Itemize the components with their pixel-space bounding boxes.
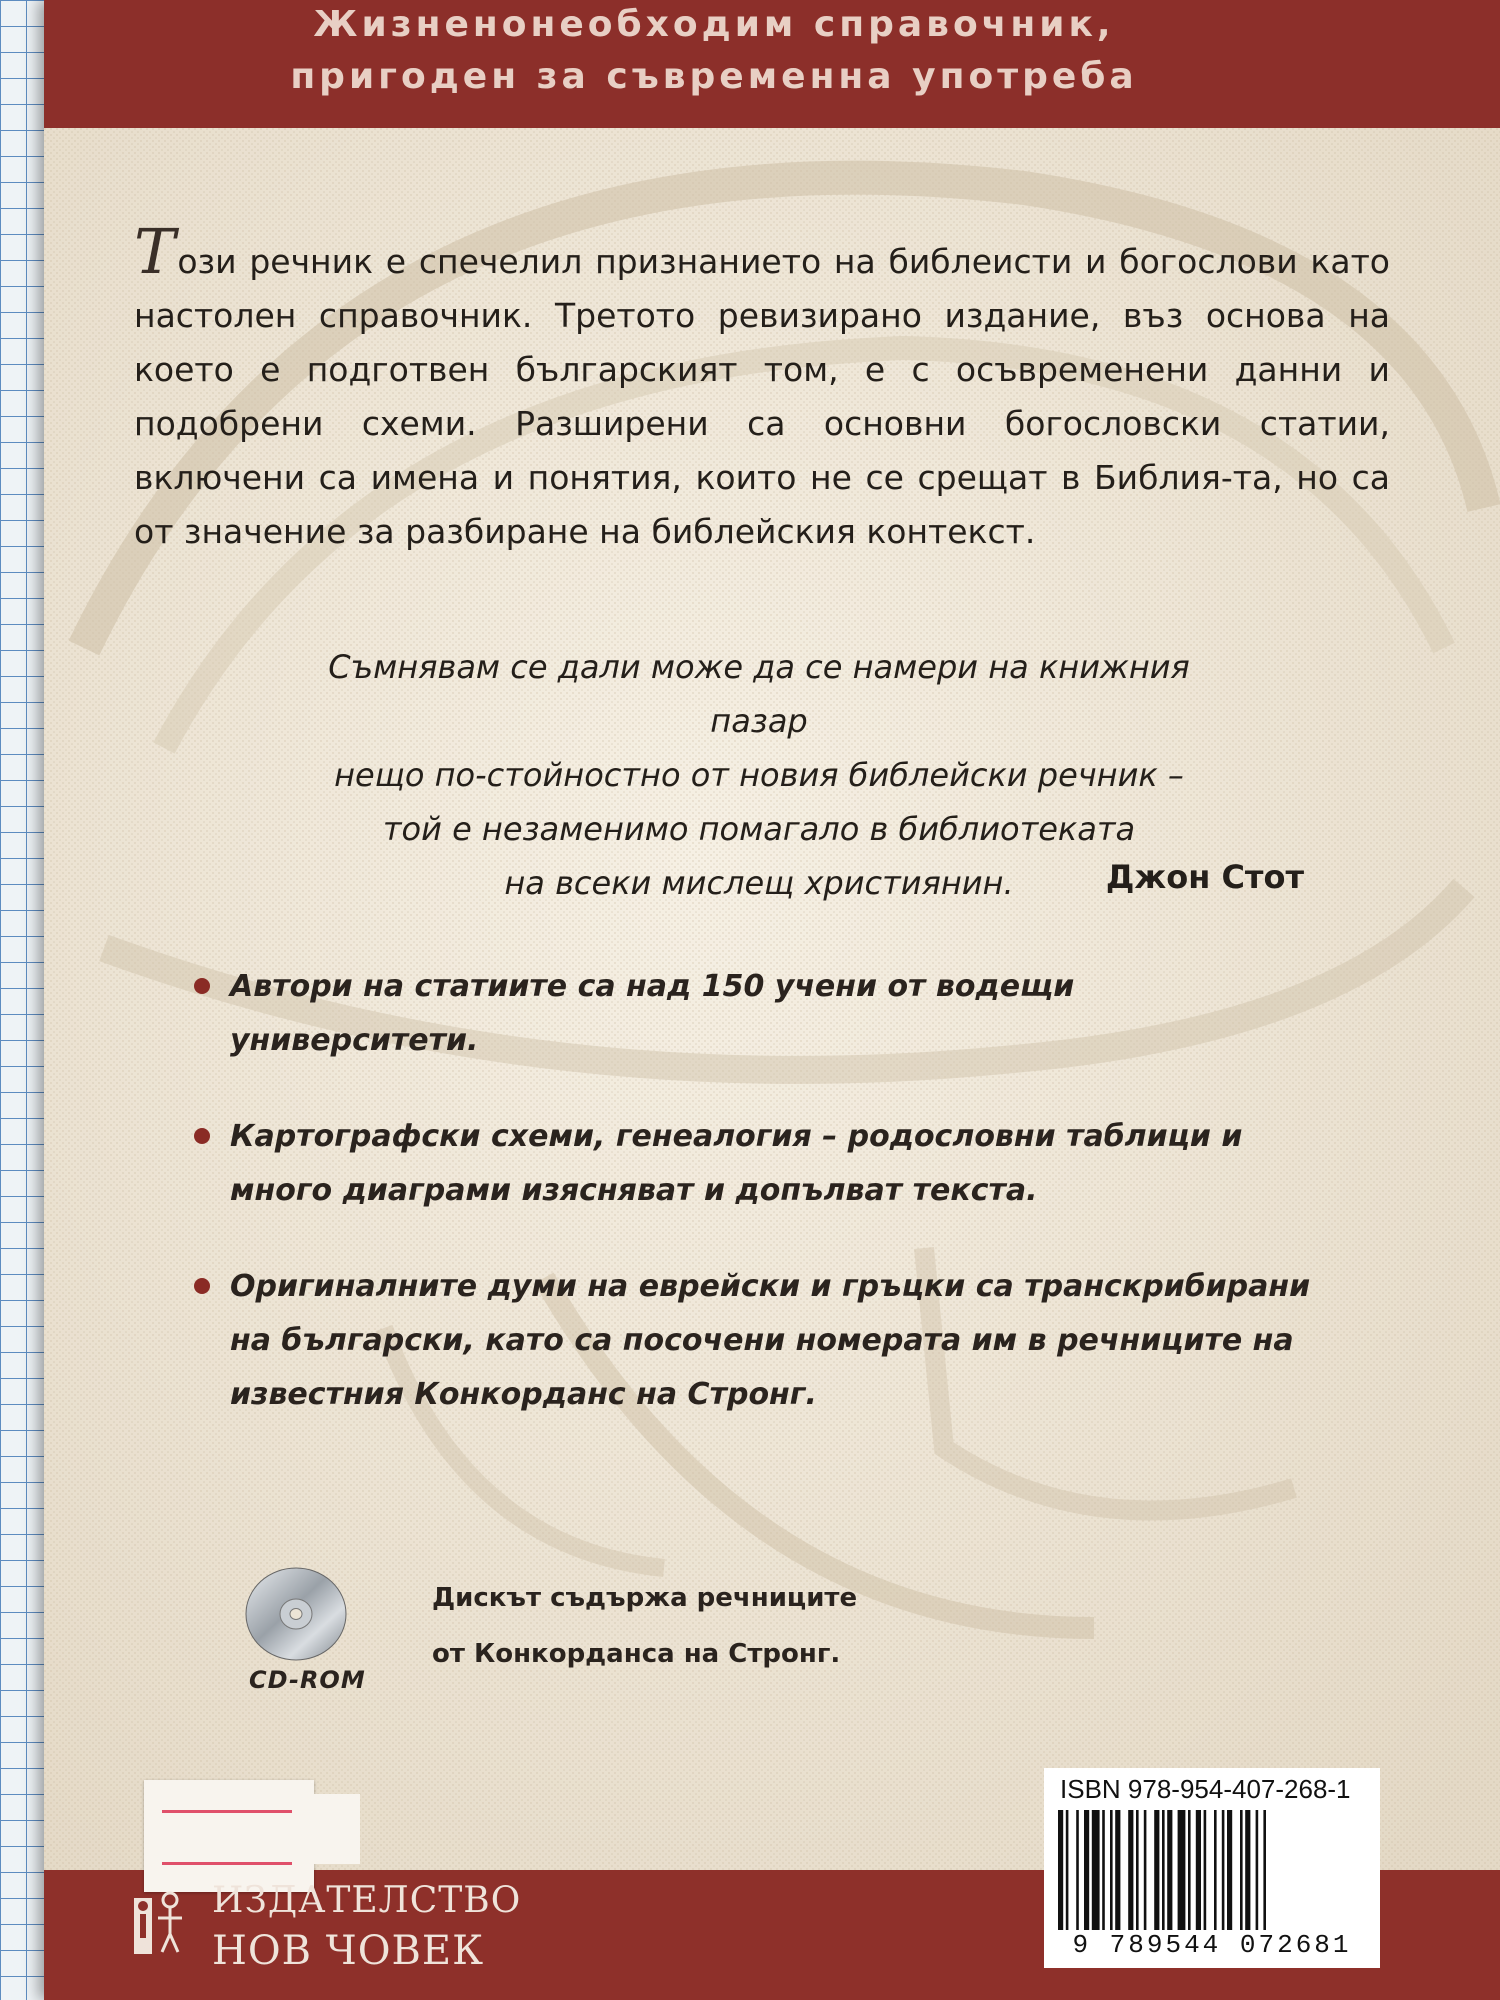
bullet-line: много диаграми изясняват и допълват текста. (230, 1173, 1038, 1208)
barcode-label (1044, 1768, 1380, 1968)
bullet-line: на български, като са посочени номерата им в речниците на (230, 1323, 1294, 1358)
bullet-line: Оригиналните думи на еврейски и гръцки са транскрибирани (230, 1269, 1311, 1304)
quote-line: нещо по-стойностно от новия библейски речник – (334, 756, 1184, 794)
barcode-bar (1204, 1810, 1207, 1930)
barcode-bar (1066, 1810, 1069, 1930)
barcode-bar (1154, 1810, 1159, 1930)
barcode-bar (1084, 1810, 1089, 1930)
barcode-bar (1188, 1810, 1191, 1930)
bullet-line: известния Конкорданс на Стронг. (230, 1377, 817, 1412)
barcode-bar (1144, 1810, 1147, 1930)
barcode-bar (1128, 1810, 1133, 1930)
bullet-dot-icon (194, 1128, 210, 1144)
barcode-bar (1058, 1810, 1063, 1930)
barcode-bars (1058, 1810, 1364, 1930)
barcode-bar (1136, 1810, 1139, 1930)
isbn-text: ISBN 978-954-407-268-1 (1060, 1774, 1351, 1804)
barcode-bar (1263, 1810, 1266, 1930)
publisher-name-line-1: ИЗДАТЕЛСТВО (212, 1880, 522, 1921)
barcode-bar (1214, 1810, 1217, 1930)
barcode-bar (1222, 1810, 1225, 1930)
barcode-bar (1167, 1810, 1172, 1930)
bullet-dot-icon (194, 1278, 210, 1294)
quote-line: Съмнявам се дали може да се намери на книжния пазар (328, 648, 1190, 740)
tagline-line-2: пригоден за съвременна употреба (290, 56, 1138, 97)
publisher-logo-icon (132, 1888, 188, 1958)
quote-line: на всеки мислещ християнин. (504, 864, 1014, 902)
barcode-bar (1178, 1810, 1186, 1930)
cd-rom-label: CD-ROM (249, 1666, 366, 1694)
cd-disc-icon (244, 1562, 348, 1666)
cd-description (432, 1570, 952, 1682)
bullet-line: Картографски схеми, генеалогия – родословни таблици и (230, 1119, 1243, 1154)
barcode-bar (1092, 1810, 1100, 1930)
book-back-cover (44, 0, 1500, 2000)
barcode-bar (1115, 1810, 1120, 1930)
barcode-bar (1162, 1810, 1165, 1930)
barcode-bar (1240, 1810, 1243, 1930)
intro-paragraph (134, 215, 1390, 559)
barcode-number: 9 789544 072681 (1072, 1930, 1352, 1960)
barcode-bar (1196, 1810, 1201, 1930)
bullet-item (194, 1110, 1344, 1218)
barcode-bar (1102, 1810, 1105, 1930)
publisher-name-line-2: НОВ ЧОВЕК (212, 1928, 485, 1974)
drop-cap: Т (134, 215, 176, 288)
barcode-bar (1110, 1810, 1113, 1930)
quote-line: той е незаменимо помагало в библиотеката (382, 810, 1136, 848)
barcode-bar (1227, 1810, 1232, 1930)
intro-text: ози речник е спечелил признанието на библеисти и богослови като настолен справочник. Третото ревизирано издание, въз основа на което е подготвен българският том, е с осъвременени данни и подобрени схеми. Разширени са основни богословски статии, включени са имена и понятия, които не се срещат в Библия-та, но са от значение за разбиране на библейския контекст. (134, 242, 1390, 551)
barcode-bar (1256, 1810, 1259, 1930)
bullet-item (194, 960, 1344, 1068)
tagline-line-1: Жизненонеобходим справочник, (313, 4, 1115, 45)
bullet-line: Автори на статиите са над 150 учени от водещи (230, 969, 1075, 1004)
cd-line: Дискът съдържа речниците (432, 1583, 858, 1613)
cd-line: от Конкорданса на Стронг. (432, 1639, 841, 1669)
price-sticker (144, 1780, 314, 1892)
bullet-dot-icon (194, 978, 210, 994)
bullet-line: университети. (230, 1023, 479, 1058)
bullet-item (194, 1260, 1344, 1422)
barcode-bar (1076, 1810, 1079, 1930)
quote-author: Джон Стот (1105, 858, 1304, 896)
barcode-bar (1245, 1810, 1250, 1930)
